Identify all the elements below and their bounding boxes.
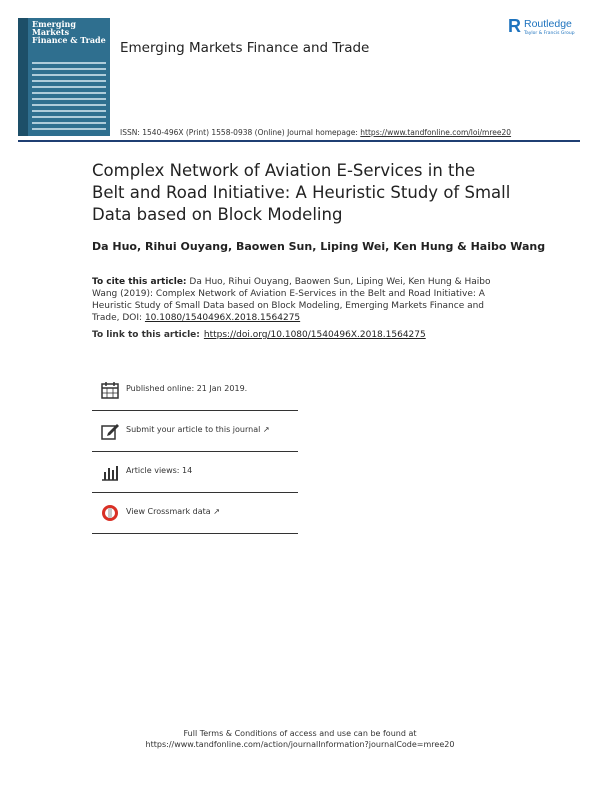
published-date: Published online: 21 Jan 2019. <box>126 384 248 393</box>
bar-chart-icon <box>100 462 120 482</box>
submit-article-link[interactable] <box>126 425 270 434</box>
journal-homepage-link[interactable]: https://www.tandfonline.com/loi/mree20 <box>360 128 512 137</box>
edit-icon <box>100 421 120 441</box>
cite-text: Da Huo, Rihui Ouyang, Baowen Sun, Liping Wei, Ken Hung & Haibo Wang (2019): Complex Network of Aviation E-Services in the Belt and Road Initiative: A Heuristic Study of Small Data based on Block Modeling, Emerging Markets Finance and Trade, DOI: <box>92 277 491 323</box>
routledge-r-icon: R <box>508 16 521 36</box>
external-link-icon: ↗ <box>262 425 270 434</box>
submit-row[interactable] <box>92 411 298 451</box>
info-divider <box>92 533 298 534</box>
link-label: To link to this article: <box>92 330 200 340</box>
views-row <box>92 452 298 492</box>
crossmark-text: View Crossmark data <box>126 507 211 516</box>
article-title: Complex Network of Aviation E-Services in the Belt and Road Initiative: A Heuristic Study of Small Data based on Block Modeling <box>92 161 511 224</box>
calendar-icon <box>100 380 120 400</box>
footer <box>0 728 600 750</box>
cover-title-line1: Emerging Markets <box>32 19 76 37</box>
cover-title <box>32 20 108 44</box>
footer-line1: Full Terms & Conditions of access and use can be found at <box>183 729 417 738</box>
journal-name: Emerging Markets Finance and Trade <box>120 40 370 56</box>
article-link <box>92 330 426 340</box>
cover-contents-lines <box>32 62 106 134</box>
citation <box>92 276 492 324</box>
external-link-icon: ↗ <box>213 507 220 516</box>
cite-label: To cite this article: <box>92 277 187 287</box>
crossmark-link[interactable] <box>126 507 220 516</box>
cover-title-line2: Finance & Trade <box>32 35 106 45</box>
cover-spine <box>18 18 28 136</box>
crossmark-row[interactable] <box>92 493 298 533</box>
submit-text: Submit your article to this journal <box>126 425 261 434</box>
header-divider <box>18 140 580 142</box>
doi-link[interactable]: https://doi.org/10.1080/1540496X.2018.1564275 <box>203 330 426 340</box>
journal-cover-image <box>18 18 110 136</box>
crossmark-icon <box>100 503 120 523</box>
footer-terms-link[interactable]: https://www.tandfonline.com/action/journalInformation?journalCode=mree20 <box>145 740 455 749</box>
issn-line <box>120 128 511 137</box>
publisher-name: Routledge <box>524 18 572 30</box>
article-authors: Da Huo, Rihui Ouyang, Baowen Sun, Liping Wei, Ken Hung & Haibo Wang <box>92 240 546 253</box>
published-row <box>92 370 298 410</box>
issn-text: ISSN: 1540-496X (Print) 1558-0938 (Online) Journal homepage: <box>120 128 361 137</box>
publisher-logo[interactable] <box>508 16 588 42</box>
cite-doi-link[interactable]: 10.1080/1540496X.2018.1564275 <box>144 313 301 323</box>
article-views: Article views: 14 <box>126 466 193 475</box>
publisher-sub: Taylor & Francis Group <box>524 31 575 36</box>
